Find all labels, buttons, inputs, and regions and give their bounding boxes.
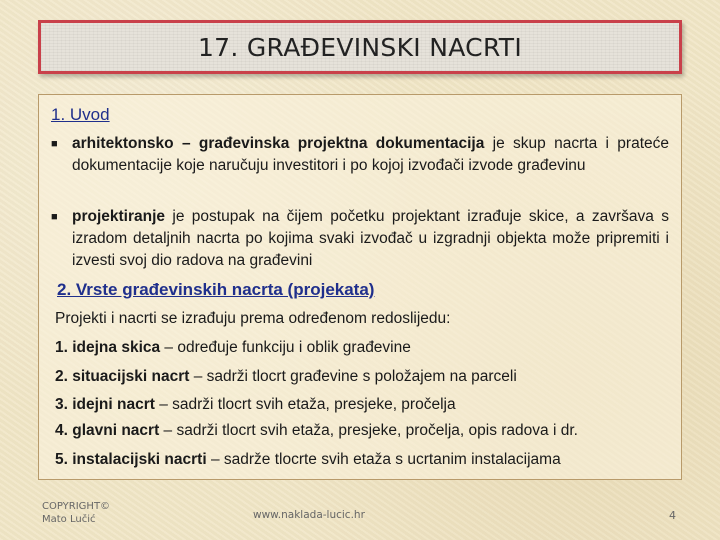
- bullet-term: projektiranje: [72, 208, 166, 225]
- list-item-term: 3. idejni nacrt: [55, 396, 155, 413]
- content-box: [38, 94, 682, 480]
- section-2-heading: 2. Vrste građevinskih nacrta (projekata): [57, 280, 375, 299]
- list-item: [55, 421, 578, 441]
- bullet-text: je skup nacrta i prateće dokumentacije koje naručuju investitori i po kojoj izvođači izvode građevinu: [72, 135, 669, 174]
- list-item-text: – sadrži tlocrt svih etaža, presjeke, pročelja: [154, 396, 456, 413]
- bullet-body: [72, 206, 669, 272]
- footer-url[interactable]: www.naklada-lucic.hr: [253, 509, 365, 521]
- copyright-line: COPYRIGHT©: [42, 501, 111, 512]
- list-item: [55, 450, 561, 470]
- list-item-text: – sadrže tlocrte svih etaža s ucrtanim instalacijama: [206, 451, 561, 468]
- list-item-text: – određuje funkciju i oblik građevine: [160, 339, 411, 356]
- list-item-text: – sadrži tlocrt građevine s položajem na parceli: [189, 368, 517, 385]
- bullet-item: [51, 133, 669, 177]
- bullet-text: je postupak na čijem početku projektant izrađuje skice, a završava s izradom detaljnih nacrta po kojima svaki izvođač u izgradnji objekta može pripremiti i izvesti svoj dio radova na građevini: [72, 208, 669, 269]
- section-1-heading: 1. Uvod: [51, 105, 110, 124]
- page-number: 4: [669, 509, 676, 522]
- author-line: Mato Lučić: [42, 514, 96, 525]
- list-item-term: 2. situacijski nacrt: [55, 368, 190, 385]
- list-item-term: 5. instalacijski nacrti: [55, 451, 207, 468]
- slide-title: 17. GRAĐEVINSKI NACRTI: [197, 32, 523, 62]
- footer-copyright: [42, 500, 110, 526]
- list-item-text: – sadrži tlocrt svih etaža, presjeke, pročelja, opis radova i dr.: [159, 422, 578, 439]
- bullet-body: [72, 133, 669, 177]
- list-item-term: 4. glavni nacrt: [55, 422, 160, 439]
- section-2-intro: Projekti i nacrti se izrađuju prema određenom redoslijedu:: [55, 310, 451, 327]
- bullet-term: arhitektonsko – građevinska projektna dokumentacija: [72, 135, 485, 152]
- square-bullet-icon: ■: [51, 211, 58, 223]
- slide-title-box: [38, 20, 682, 74]
- list-item: [55, 367, 517, 387]
- bullet-item: [51, 206, 669, 272]
- list-item: [55, 338, 411, 358]
- list-item-term: 1. idejna skica: [55, 339, 161, 356]
- list-item: [55, 395, 456, 415]
- square-bullet-icon: ■: [51, 138, 58, 150]
